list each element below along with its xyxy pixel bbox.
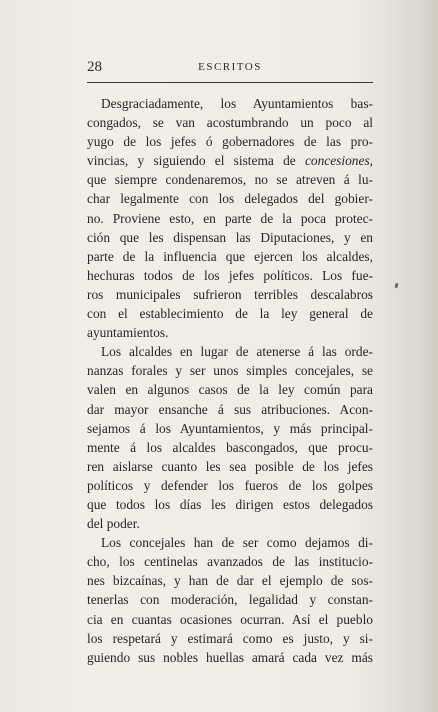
text-line: cho, los centinelas avanzados de las institucio- [87, 554, 373, 570]
text-line: nes bizcaínas, y han de dar el ejemplo de sos- [87, 573, 373, 589]
text-line: congados, se van acostumbrando un poco al [87, 115, 373, 131]
text-line: dar mayor ensanche á sus atribuciones. Acon- [87, 401, 373, 417]
text-line: parte de la influencia que ejercen los alcaldes, [87, 248, 373, 264]
text-line: valen en algunos casos de la ley común para [87, 382, 373, 398]
text-line: no. Proviene esto, en parte de la poca protec- [87, 210, 373, 226]
body-text [87, 94, 373, 667]
text-line: ayuntamientos. [87, 325, 169, 341]
text-line: Desgraciadamente, los Ayuntamientos bas- [101, 96, 373, 111]
running-title: ESCRITOS [198, 61, 262, 73]
text-line: sejamos á los Ayuntamientos, y más principal- [87, 420, 373, 436]
ink-speck [394, 283, 398, 289]
text-line: nanzas forales y ser unos simples concejales, se [87, 363, 373, 379]
header-rule [87, 82, 373, 83]
text-line: políticos y defender los fueros de los golpes [87, 477, 373, 493]
text-line: ren aislarse cuanto les sea posible de los jefes [87, 458, 373, 474]
text-line: Los concejales han de ser como dejamos di- [101, 535, 373, 551]
text-line: con el establecimiento de la ley general de [87, 306, 373, 322]
text-line: char legalmente con los delegados del gobier- [87, 191, 373, 207]
text-line: que todos los días les dirigen estos delegados [87, 496, 373, 512]
text-line: los respetará y estimará como es justo, y si- [87, 630, 373, 646]
emphasized-word: concesiones, [304, 153, 373, 169]
text-line: Los alcaldes en lugar de atenerse á las orde- [101, 344, 373, 360]
text-line [87, 151, 373, 170]
text-line: cia en cuantas ocasiones ocurran. Así el pueblo [87, 611, 373, 627]
text-line: guiendo sus nobles huellas amará cada vez más [87, 649, 373, 665]
text-line-start: vincias, y siguiendo el sistema de [87, 153, 305, 169]
text-line: hechuras todos de los jefes políticos. Los fue- [87, 267, 373, 283]
text-line: ros municipales sufrieron terribles descalabros [87, 286, 373, 302]
text-line: mente á los alcaldes bascongados, que procu- [87, 439, 373, 455]
text-line: que siempre condenaremos, no se atreven á lu- [87, 172, 373, 188]
text-line: yugo de los jefes ó gobernadores de las pro- [87, 134, 373, 150]
text-line: tenerlas con moderación, legalidad y constan- [87, 592, 373, 608]
page-header [87, 58, 373, 78]
text-line: del poder. [87, 516, 140, 532]
page-number: 28 [87, 59, 102, 75]
text-line: ción que les dispensan las Diputaciones, y en [87, 229, 373, 245]
